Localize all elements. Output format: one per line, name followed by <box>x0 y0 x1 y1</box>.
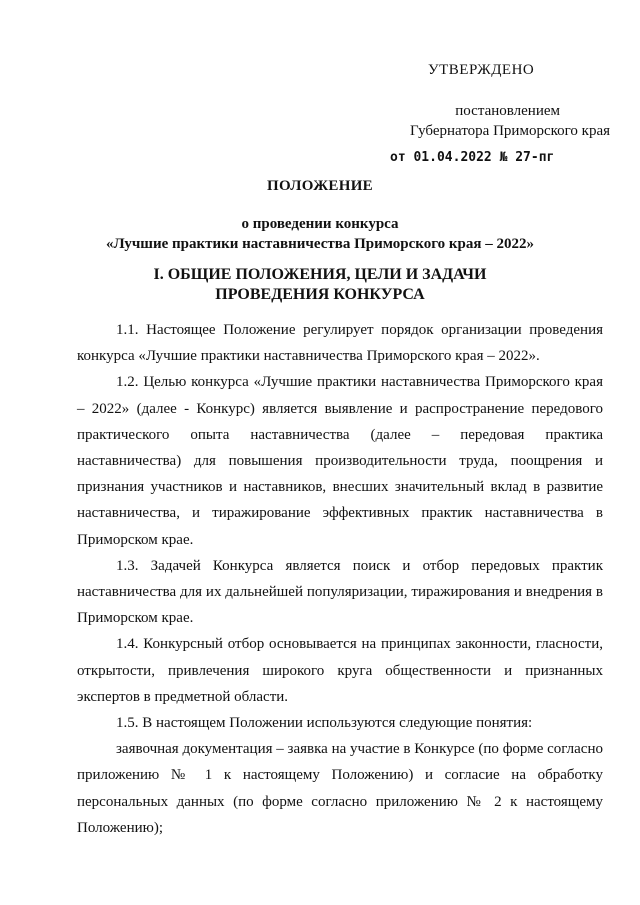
section-heading-line-1: I. ОБЩИЕ ПОЛОЖЕНИЯ, ЦЕЛИ И ЗАДАЧИ <box>153 266 487 283</box>
document-body <box>77 317 603 841</box>
document-title: ПОЛОЖЕНИЕ <box>267 178 373 194</box>
approval-block <box>310 62 610 165</box>
paragraph-1-3: 1.3. Задачей Конкурса является поиск и отбор передовых практик наставничества для их дальнейшей популяризации, тиражирования и внедрения в Приморском крае. <box>77 557 603 627</box>
section-heading <box>0 265 640 305</box>
decree-line-1: постановлением <box>455 103 560 119</box>
decree-number: от 01.04.2022 № 27-пг <box>390 150 555 165</box>
paragraph-1-1: 1.1. Настоящее Положение регулирует порядок организации проведения конкурса «Лучшие практики наставничества Приморского края – 2022». <box>77 322 603 365</box>
approved-stamp-text: УТВЕРЖДЕНО <box>428 62 535 78</box>
paragraph-1-2: 1.2. Целью конкурса «Лучшие практики наставничества Приморского края – 2022» (далее - Конкурс) является выявление и распространение передового практического опыта наставничества (далее – передовая практика наставничества) для повышения производительности труда, поощрения и признания участников и наставников, внесших значительный вклад в развитие наставничества, и тиражирование эффективных практик наставничества в Приморском крае. <box>77 374 603 548</box>
paragraph-1-4: 1.4. Конкурсный отбор основывается на принципах законности, гласности, открытости, привлечения широкого круга общественности и признанных экспертов в предметной области. <box>77 636 603 705</box>
subtitle-line-2: «Лучшие практики наставничества Приморского края – 2022» <box>106 236 534 252</box>
subtitle-line-1: о проведении конкурса <box>241 216 399 232</box>
document-subtitle <box>0 214 640 254</box>
paragraph-1-5: 1.5. В настоящем Положении используются следующие понятия: <box>116 715 533 732</box>
section-heading-line-2: ПРОВЕДЕНИЯ КОНКУРСА <box>215 286 425 303</box>
decree-line-2: Губернатора Приморского края <box>410 123 610 139</box>
paragraph-definition: заявочная документация – заявка на участие в Конкурсе (по форме согласно приложению № 1 к настоящему Положению) и согласие на обработку персональных данных (по форме согласно приложению № 2 к настоящему Положению); <box>77 741 603 836</box>
